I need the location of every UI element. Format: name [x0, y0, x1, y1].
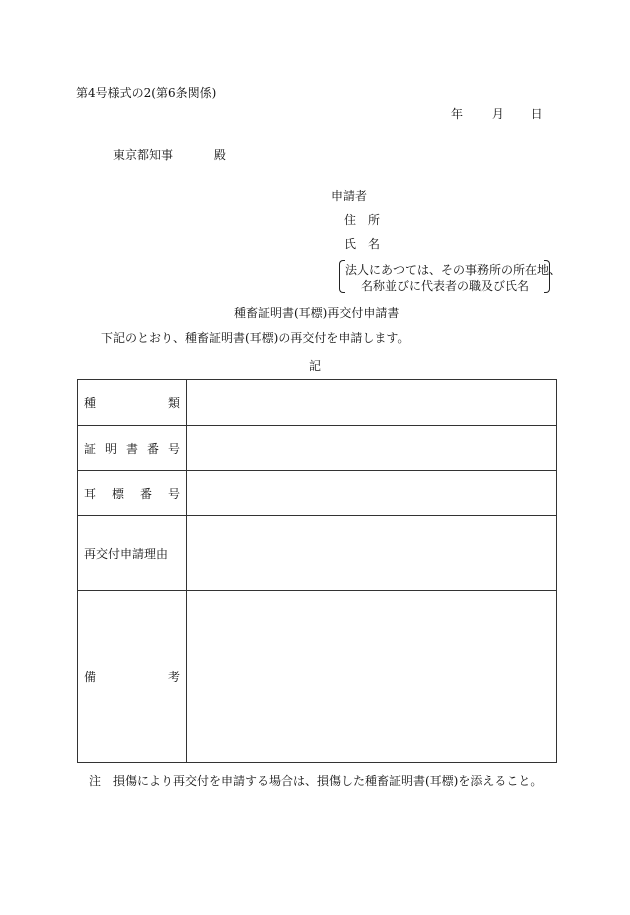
- bracket-right: [544, 260, 550, 293]
- field-remarks[interactable]: [187, 591, 557, 763]
- label-char: 号: [167, 441, 180, 456]
- footnote: 注 損傷により再交付を申請する場合は、損傷した種畜証明書(耳標)を添えること。: [89, 774, 543, 788]
- label-char: 備: [84, 670, 97, 684]
- label-char: 標: [111, 486, 124, 501]
- row-certificate-number: [78, 426, 557, 471]
- label-type: [78, 380, 187, 426]
- label-char: 証: [84, 441, 97, 456]
- corporation-note-line1: 法人にあつては、その事務所の所在地、: [345, 263, 562, 277]
- addressee-honorific: 殿: [213, 148, 226, 162]
- date-day: 日: [530, 107, 543, 121]
- address-label: 住 所: [344, 213, 381, 227]
- ki-mark: 記: [309, 359, 322, 373]
- label-char: 耳: [84, 486, 97, 501]
- field-type[interactable]: [187, 380, 557, 426]
- label-text: 再交付申請理由: [84, 546, 169, 561]
- row-remarks: [78, 591, 557, 763]
- form-title: 種畜証明書(耳標)再交付申請書: [234, 306, 400, 320]
- corporation-note: [339, 260, 562, 293]
- date-line: [451, 105, 543, 122]
- field-ear-tag-number[interactable]: [187, 471, 557, 516]
- label-remarks: [78, 591, 187, 763]
- addressee: [113, 146, 226, 163]
- intro-text: 下記のとおり、種畜証明書(耳標)の再交付を申請します。: [101, 331, 410, 345]
- applicant-label: 申請者: [331, 189, 368, 203]
- name-label: 氏 名: [344, 237, 381, 251]
- label-char: 明: [104, 441, 117, 456]
- label-char: 類: [167, 396, 180, 410]
- label-char: 考: [167, 670, 180, 684]
- label-char: 書: [125, 441, 138, 456]
- label-ear-tag-number: [78, 471, 187, 516]
- row-type: [78, 380, 557, 426]
- date-month: 月: [491, 107, 504, 121]
- row-ear-tag-number: [78, 471, 557, 516]
- label-char: 号: [167, 486, 180, 501]
- form-number: 第4号様式の2(第6条関係): [76, 86, 217, 100]
- label-char: 番: [139, 486, 152, 501]
- field-reissue-reason[interactable]: [187, 516, 557, 591]
- corporation-note-line2: 名称並びに代表者の職及び氏名: [361, 279, 530, 293]
- row-reissue-reason: [78, 516, 557, 591]
- field-certificate-number[interactable]: [187, 426, 557, 471]
- addressee-name: 東京都知事: [113, 148, 174, 162]
- record-table: [77, 379, 557, 763]
- date-year: 年: [451, 107, 464, 121]
- label-char: 種: [84, 396, 97, 410]
- label-certificate-number: [78, 426, 187, 471]
- label-reissue-reason: [78, 516, 187, 591]
- label-char: 番: [146, 441, 159, 456]
